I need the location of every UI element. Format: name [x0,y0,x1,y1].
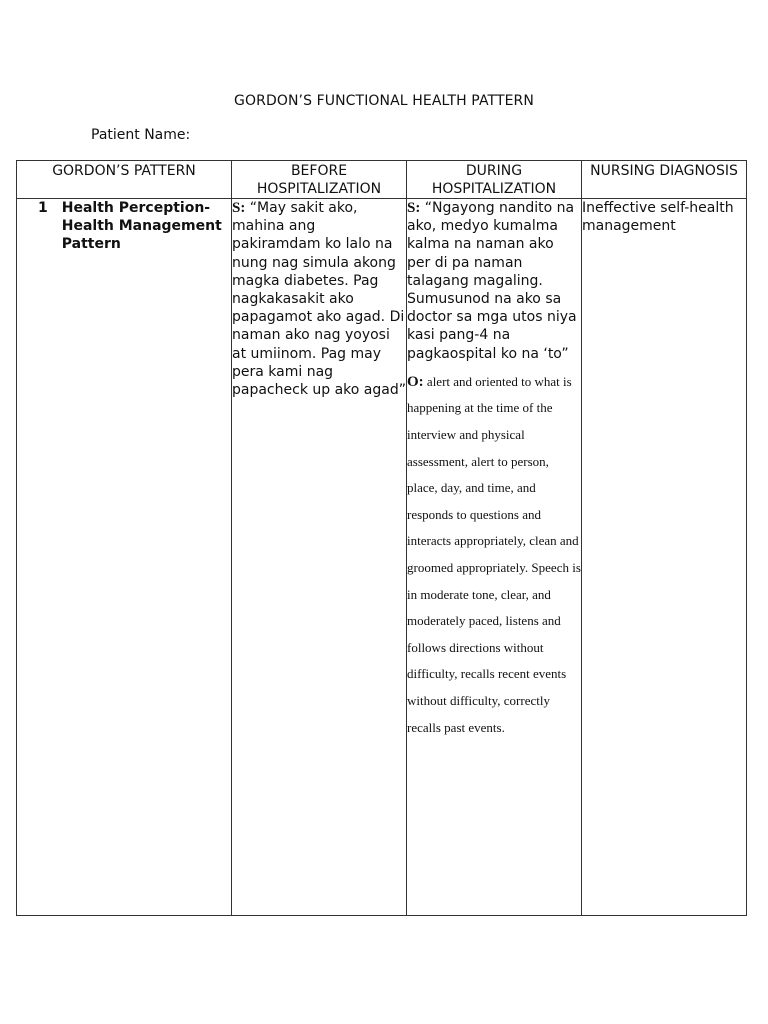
header-during-hospitalization: DURING HOSPITALIZATION [407,161,582,199]
before-subjective-text: “May sakit ako, mahina ang pakiramdam ko lalo na nung nag simula akong magka diabetes. Pag nagkakasakit ako papagamot ako agad. Di naman ako nag yoyosi at umiinom. Pag may pera kami nag papacheck up ako agad” [232,200,406,399]
nursing-diagnosis-text: Ineffective self-health management [582,200,734,235]
objective-label: O: [407,373,424,390]
patient-name-label: Patient Name: [91,127,191,143]
subjective-label: S: [232,200,246,216]
during-subjective-text: “Ngayong nandito na ako, medyo kumalma kalma na naman ako per di pa naman talagang magaling. Sumusunod na ako sa doctor sa mga utos niya kasi pang-4 na pagkaospital ko na ‘to” [407,200,577,362]
header-nursing-diagnosis: NURSING DIAGNOSIS [582,161,747,199]
header-gordons-pattern: GORDON’S PATTERN [17,161,232,199]
table-header-row [17,161,747,199]
nursing-diagnosis-cell [582,199,747,916]
table-row [17,199,747,916]
during-hospitalization-cell [407,199,582,916]
header-before-hospitalization: BEFORE HOSPITALIZATION [232,161,407,199]
before-hospitalization-cell [232,199,407,916]
subjective-label: S: [407,200,421,216]
pattern-number: 1 [38,200,48,216]
document-title: GORDON’S FUNCTIONAL HEALTH PATTERN [234,93,534,109]
functional-health-pattern-table [16,160,747,916]
pattern-cell [17,199,232,916]
during-objective-text: alert and oriented to what is happening at the time of the interview and physical assessment, alert to person, place, day, and time, and responds to questions and interacts appropriately, clean and groomed appropriately. Speech is in moderate tone, clear, and moderately paced, listens and follows directions without difficulty, recalls recent events without difficulty, correctly recalls past events. [407,373,581,735]
pattern-name: Health Perception-Health Management Pattern [61,200,222,253]
